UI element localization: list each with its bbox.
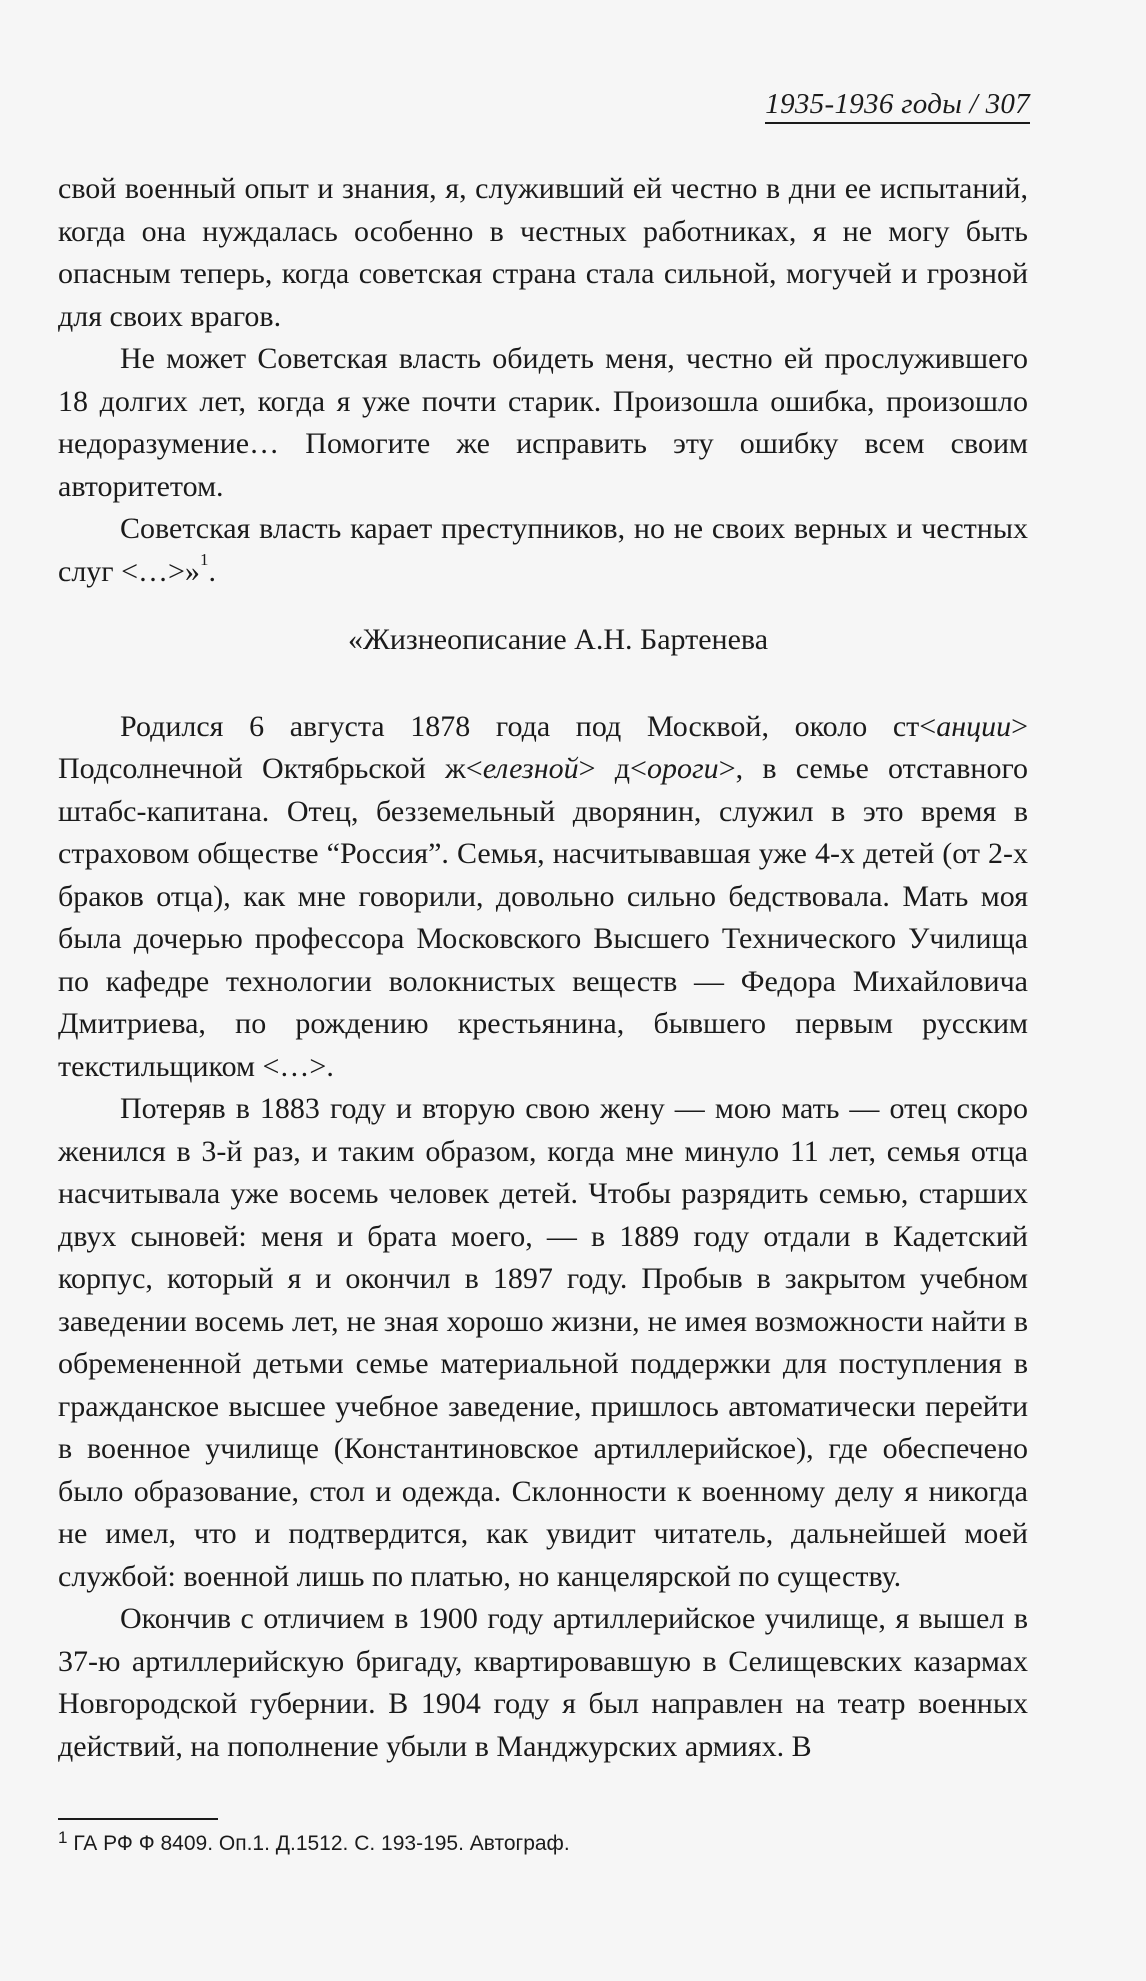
paragraph-4-ins-2: елезной — [482, 752, 579, 785]
paragraph-5: Потеряв в 1883 году и вторую свою жену — мою мать — отец скоро женился в 3-й раз, и таким образом, когда мне минуло 11 лет, семья отца насчитывала уже восемь человек детей. Чтобы разрядить семью, старших двух сыновей: меня и брата моего, — в 1889 году отдали в Кадетский корпус, который я и окончил в 1897 году. Пробыв в закрытом учебном заведении восемь лет, не зная хорошо жизни, не имея возможности найти в обремененной детьми семье материальной поддержки для поступления в гражданское высшее учебное заведение, пришлось автоматически перейти в военное училище (Константиновское артиллерийское), где обеспечено было образование, стол и одежда. Склонности к военному делу я никогда не имел, что и подтвердится, как увидит читатель, дальнейшей моей службой: военной лишь по платью, но канцелярской по существу. — [58, 1092, 1028, 1593]
footnote-text: ГА РФ Ф 8409. Оп.1. Д.1512. С. 193-195. Автограф. — [73, 1832, 570, 1855]
paragraph-2: Не может Советская власть обидеть меня, честно ей прослужившего 18 долгих лет, когда я уже почти старик. Произошла ошибка, произошло недоразумение… Помогите же исправить эту ошибку всем своим авторитетом. — [58, 342, 1028, 503]
paragraph-3-text: Советская власть карает преступников, но не своих верных и честных слуг <…>» — [58, 512, 1028, 588]
footnote-marker: 1 — [58, 1828, 68, 1847]
footnote-rule — [58, 1818, 218, 1820]
footnote-ref: 1 — [199, 549, 209, 569]
section-title: «Жизнеописание А.Н. Бартенева — [347, 623, 769, 656]
paragraph-6: Окончив с отличием в 1900 году артиллерийское училище, я вышел в 37-ю артиллерийскую бригаду, квартировавшую в Селищевских казармах Новгородской губернии. В 1904 году я был направлен на театр военных действий, на пополнение убыли в Манджурских армиях. В — [58, 1602, 1028, 1763]
paragraph-4-part-3: > д — [578, 752, 631, 785]
page-body — [58, 168, 1028, 1768]
paragraph-4-part-2: > Подсолнечной Октябрьской ж — [58, 709, 1028, 785]
paragraph-4-part-4: >, в семье отставного штабс-капитана. Отец, безземельный дворянин, служил в это время в страховом обществе “Россия”. Семья, насчитывавшая уже 4-х детей (от 2-х браков отца), как мне говорили, довольно сильно бедствовала. Мать моя была дочерью профессора Московского Высшего Технического Училища по кафедре технологии волокнистых веществ — Федора Михайловича Дмитриева, по рождению крестьянина, бывшего первым русским текстильщиком <…>. — [58, 752, 1029, 1083]
paragraph-4-part-1: Родился 6 августа 1878 года под Москвой, около ст — [120, 709, 920, 743]
paragraph-4: Родился 6 августа 1878 года под Москвой, около ст<анции> Подсолнечной Октябрьской ж<елезной> д<ороги>, в семье отставного штабс-капитана. Отец, безземельный дворянин, служил в это время в страховом обществе “Россия”. Семья, насчитывавшая уже 4-х детей (от 2-х браков отца), как мне говорили, довольно сильно бедствовала. Мать моя была дочерью профессора Московского Высшего Технического Училища по кафедре технологии волокнистых веществ — Федора Михайловича Дмитриева, по рождению крестьянина, бывшего первым русским текстильщиком <…>. — [58, 709, 1029, 1083]
paragraph-3: Советская власть карает преступников, но не своих верных и честных слуг <…>»$^1$. — [58, 512, 1028, 588]
footnote — [58, 1829, 1028, 1859]
running-head-text: 1935-1936 годы / 307 — [765, 88, 1030, 124]
paragraph-4-ins-3: ороги — [646, 752, 719, 785]
paragraph-4-ins-1: анции — [936, 709, 1012, 743]
paragraph-1: свой военный опыт и знания, я, служивший ей честно в дни ее испытаний, когда она нуждалась особенно в честных работниках, я не могу быть опасным теперь, когда советская страна стала сильной, могучей и грозной для своих врагов. — [58, 172, 1028, 333]
running-head — [0, 88, 1030, 124]
